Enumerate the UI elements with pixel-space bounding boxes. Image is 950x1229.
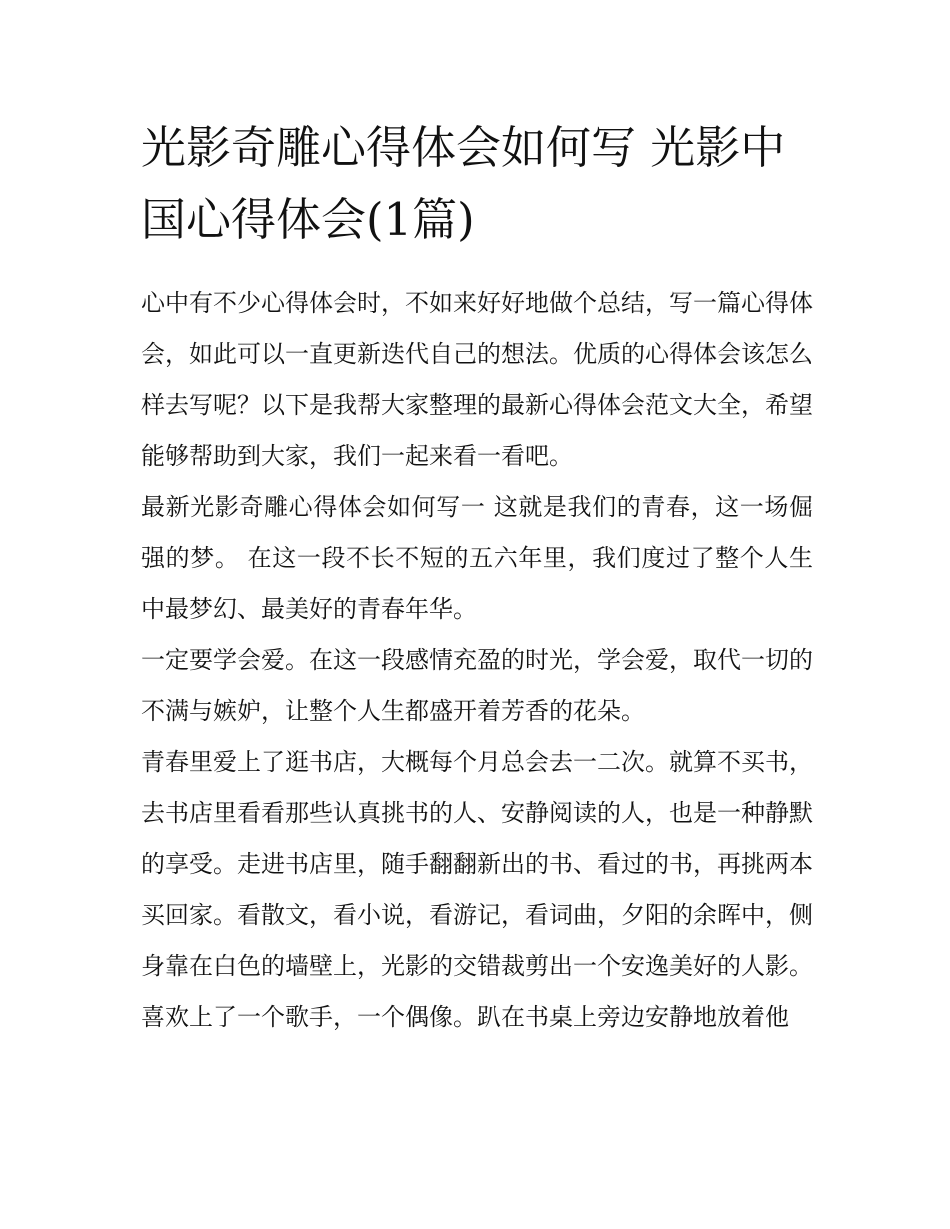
document-title: 光影奇雕心得体会如何写 光影中国心得体会(1篇) xyxy=(141,121,786,246)
intro-paragraph: 心中有不少心得体会时，不如来好好地做个总结，写一篇心得体会，如此可以一直更新迭代自己的想法。优质的心得体会该怎么样去写呢？以下是我帮大家整理的最新心得体会范文大全，希望能够帮助到大家，我们一起来看一看吧。 xyxy=(141,289,813,470)
body-paragraph-1: 最新光影奇雕心得体会如何写一 这就是我们的青春，这一场倔强的梦。 在这一段不长不短的五六年里，我们度过了整个人生中最梦幻、最美好的青春年华。 xyxy=(141,493,813,623)
document-content xyxy=(141,112,813,1043)
body-paragraph-4: 喜欢上了一个歌手，一个偶像。趴在书桌上旁边安静地放着他 xyxy=(141,1003,789,1031)
body-paragraph-2: 一定要学会爱。在这一段感情充盈的时光，学会爱，取代一切的不满与嫉妒，让整个人生都盛开着芳香的花朵。 xyxy=(141,646,813,725)
body-paragraph-3: 青春里爱上了逛书店，大概每个月总会去一二次。就算不买书，去书店里看看那些认真挑书的人、安静阅读的人，也是一种静默的享受。走进书店里，随手翻翻新出的书、看过的书，再挑两本买回家。看散文，看小说，看游记，看词曲，夕阳的余晖中，侧身靠在白色的墙壁上，光影的交错裁剪出一个安逸美好的人影。 xyxy=(141,748,813,980)
